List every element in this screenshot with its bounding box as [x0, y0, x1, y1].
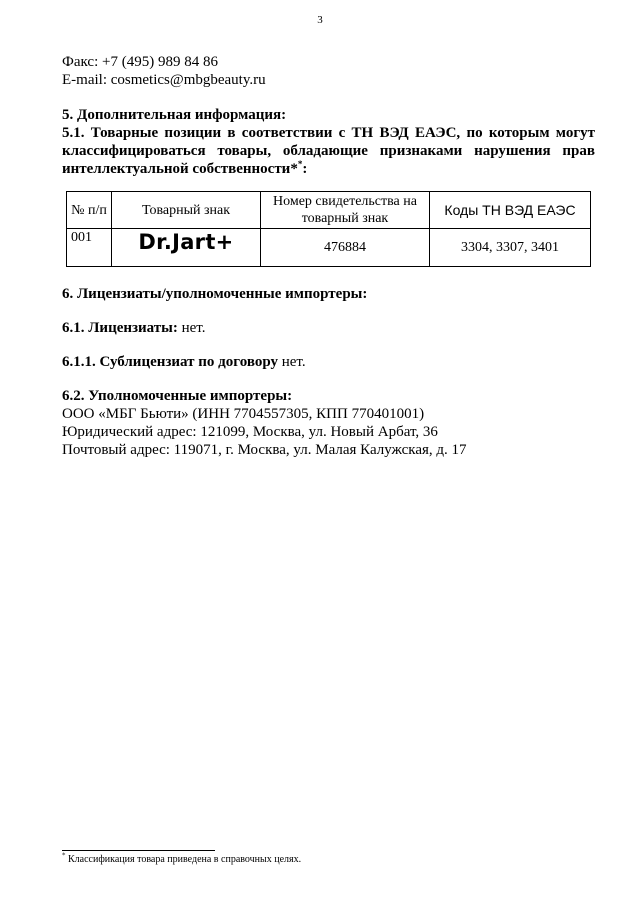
- contact-block: [62, 53, 266, 89]
- section-5-heading: 5. Дополнительная информация:: [62, 107, 287, 123]
- importer-name: ООО «МБГ Бьюти» (ИНН 7704557305, КПП 770401001): [62, 406, 425, 422]
- page-number: 3: [317, 14, 323, 26]
- section-5-1-text: 5.1. Товарные позиции в соответствии с ТН ВЭД ЕАЭС, по которым могут классифицироваться товары, обладающие признаками нарушения прав интеллектуальной собственности*: [62, 125, 595, 177]
- section-6-2: [62, 387, 602, 459]
- footnote-ref: *: [297, 159, 303, 169]
- email-line: E-mail: cosmetics@mbgbeauty.ru: [62, 72, 266, 88]
- cell-certificate: 476884: [261, 229, 430, 267]
- legal-address: Юридический адрес: 121099, Москва, ул. Новый Арбат, 36: [62, 424, 438, 440]
- postal-address: Почтовый адрес: 119071, г. Москва, ул. Малая Калужская, д. 17: [62, 442, 467, 458]
- section-5-1-heading: [62, 124, 595, 178]
- footnote-mark: *: [62, 851, 66, 860]
- footnote-separator: [62, 850, 215, 851]
- header-trademark: Товарный знак: [112, 192, 261, 229]
- table-row: [67, 229, 591, 267]
- section-6-1-1: [62, 353, 602, 371]
- section-5: [62, 106, 595, 178]
- section-6-1-1-label: 6.1.1. Сублицензиат по договору: [62, 354, 278, 370]
- section-6-1: [62, 319, 602, 337]
- cell-num: 001: [67, 229, 112, 267]
- cell-trademark: [112, 229, 261, 267]
- dr-jart-logo: Dr.Jart+: [138, 230, 234, 254]
- cell-codes: 3304, 3307, 3401: [430, 229, 591, 267]
- section-6-1-label: 6.1. Лицензиаты:: [62, 320, 178, 336]
- header-num: № п/п: [67, 192, 112, 229]
- header-codes: Коды ТН ВЭД ЕАЭС: [430, 192, 591, 229]
- footnote-text: Классификация товара приведена в справочных целях.: [65, 854, 302, 865]
- section-6-1-1-value: нет.: [277, 354, 306, 370]
- section-6-heading: 6. Лицензиаты/уполномоченные импортеры:: [62, 286, 368, 302]
- footnote: [62, 851, 302, 866]
- fax-line: Факс: +7 (495) 989 84 86: [62, 54, 218, 70]
- trademark-table: [66, 191, 591, 267]
- section-6-1-value: нет.: [177, 320, 206, 336]
- section-5-1-colon: :: [302, 161, 308, 177]
- header-certificate: Номер свидетельства на товарный знак: [261, 192, 430, 229]
- section-6-2-heading: 6.2. Уполномоченные импортеры:: [62, 388, 293, 404]
- table-header-row: [67, 192, 591, 229]
